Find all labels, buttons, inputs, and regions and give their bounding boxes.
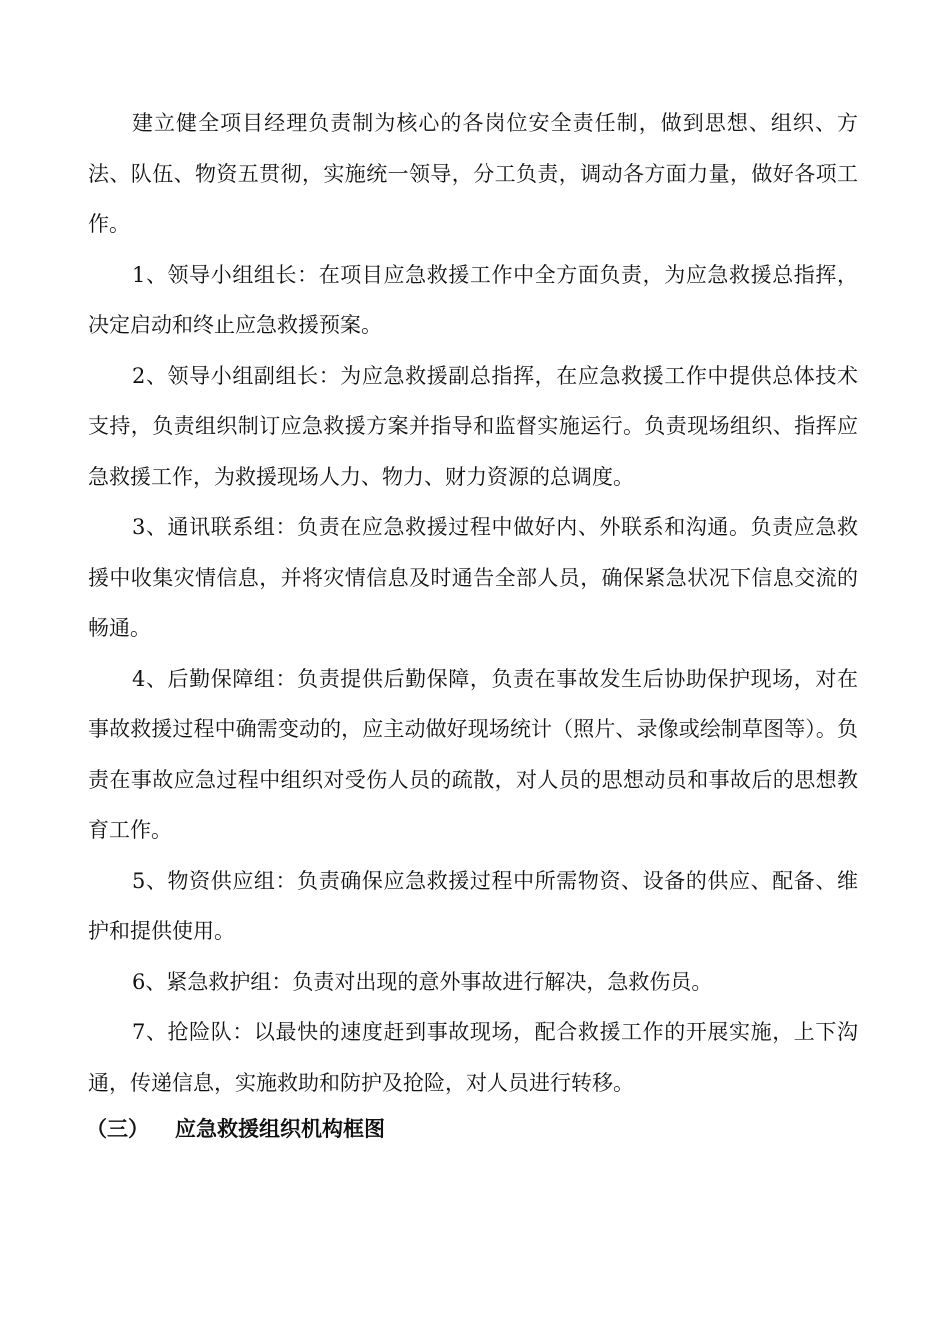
section-number: （三） [86,1117,149,1141]
paragraph-team-leader: 1、领导小组组长：在项目应急救援工作中全方面负责，为应急救援总指挥，决定启动和终止应急救援预案。 [88,262,858,337]
intro-paragraph: 建立健全项目经理负责制为核心的各岗位安全责任制，做到思想、组织、方法、队伍、物资五贯彻，实施统一领导，分工负责，调动各方面力量，做好各项工作。 [88,111,858,236]
paragraph-rescue-group: 6、紧急救护组：负责对出现的意外事故进行解决，急救伤员。 [132,969,713,994]
paragraph-emergency-team: 7、抢险队：以最快的速度赶到事故现场，配合救援工作的开展实施，上下沟通，传递信息，实施救助和防护及抢险，对人员进行转移。 [88,1020,858,1095]
section-heading [86,1108,856,1150]
paragraph-supply-group: 5、物资供应组：负责确保应急救援过程中所需物资、设备的供应、配备、维护和提供使用。 [88,868,858,943]
paragraph-deputy-leader: 2、领导小组副组长：为应急救援副总指挥，在应急救援工作中提供总体技术支持，负责组织制订应急救援方案并指导和监督实施运行。负责现场组织、指挥应急救援工作，为救援现场人力、物力、财力资源的总调度。 [88,363,858,489]
paragraph-logistics-group: 4、后勤保障组：负责提供后勤保障，负责在事故发生后协助保护现场，对在事故救援过程中确需变动的，应主动做好现场统计（照片、录像或绘制草图等）。负责在事故应急过程中组织对受伤人员的疏散，对人员的思想动员和事故后的思想教育工作。 [88,666,858,842]
paragraph-communication-group: 3、通讯联系组：负责在应急救援过程中做好内、外联系和沟通。负责应急救援中收集灾情信息，并将灾情信息及时通告全部人员，确保紧急状况下信息交流的畅通。 [88,515,858,640]
document-body [88,98,858,1150]
section-title: 应急救援组织机构框图 [175,1117,385,1141]
